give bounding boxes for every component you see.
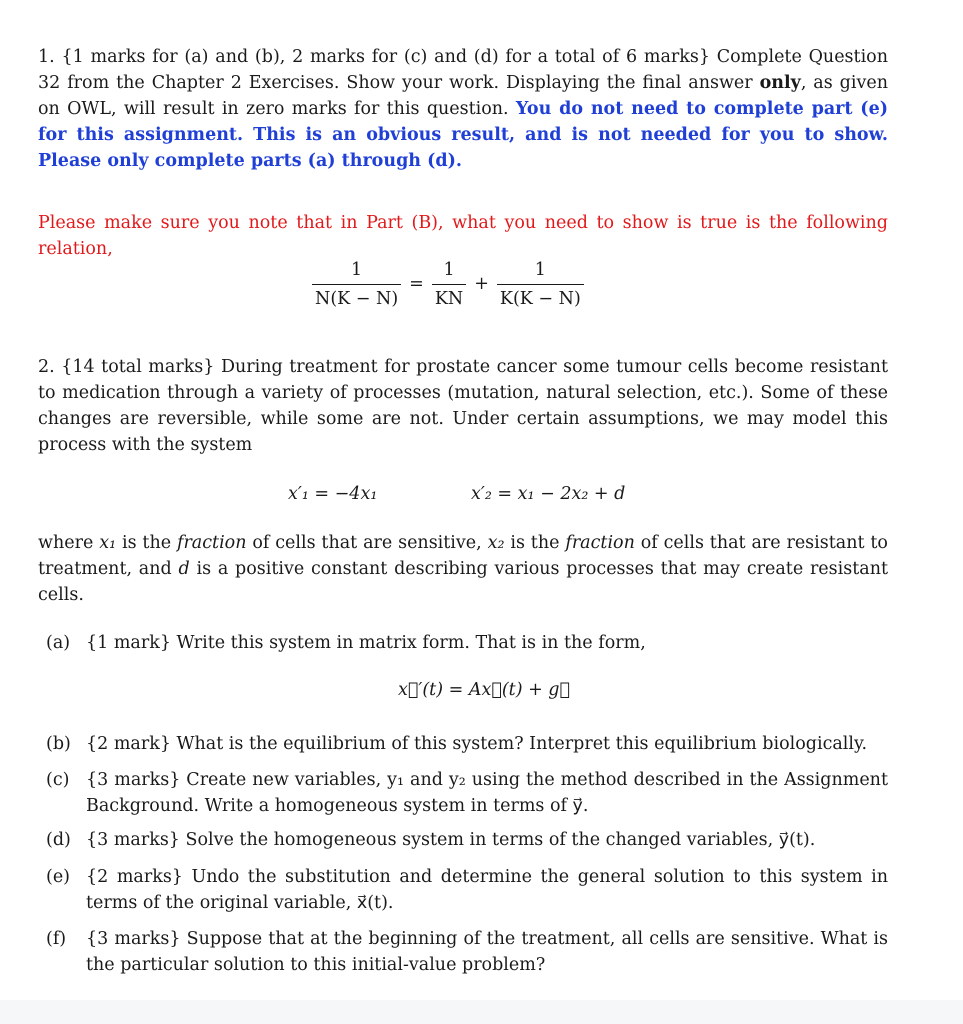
var-x2: x₂ (487, 533, 505, 553)
variable-definitions: where x₁ is the fraction of cells that are sensitive, x₂ is the fraction of cells that are resistant to treatment, and d is a positive constant describing various processes that may create resistant cells. (38, 533, 888, 605)
part-e-text: {2 marks} Undo the substitution and determine the general solution to this system in terms of the original variable, x⃗(t). (86, 867, 888, 913)
fraction-emphasis: fraction (176, 533, 247, 553)
fraction-term-1: $\frac{1}{KN}$ (432, 258, 466, 311)
part-d-text: {3 marks} Solve the homogeneous system in terms of the changed variables, y⃗(t). (86, 830, 816, 850)
var-x1: x₁ (99, 533, 117, 553)
equation-x2: x′₂ = x₁ − 2x₂ + d (471, 484, 626, 504)
question-1-number: 1. (38, 47, 55, 67)
part-c-text: {3 marks} Create new variables, y₁ and y₂ using the method described in the Assignment Background. Write a homogeneous system in terms of y⃗. (86, 770, 888, 816)
fraction-lhs: $\frac{1}{N(K - N)}$ (312, 258, 401, 311)
question-2 (38, 354, 888, 458)
part-f-label: (f) (46, 929, 67, 949)
part-b-label: (b) (46, 734, 71, 754)
question-1-text-after: , as given on OWL, will result in zero marks for this question. (38, 73, 888, 119)
part-c-label: (c) (46, 770, 70, 790)
question-1-blue-note: You do not need to complete part (e) for this assignment. This is an obvious result, and is not needed for you to show. Please only complete parts (a) through (d). (38, 99, 888, 171)
fraction-term-2: $\frac{1}{K(K - N)}$ (497, 258, 584, 311)
matrix-form-equation: x⃗′(t) = Ax⃗(t) + g⃗ (398, 680, 571, 700)
question-2-marks: {14 total marks} (61, 357, 215, 377)
question-1 (38, 44, 888, 174)
page-bottom-edge (0, 1000, 963, 1024)
part-a-label: (a) (46, 633, 71, 653)
fraction-relation (308, 258, 588, 311)
plus-sign: + (474, 274, 489, 294)
question-2-text: During treatment for prostate cancer some tumour cells become resistant to medication through a variety of processes (mutation, natural selection, etc.). Some of these changes are reversible, while some are not. Under certain assumptions, we may model this process with the system (38, 357, 888, 455)
part-f-text: {3 marks} Suppose that at the beginning of the treatment, all cells are sensitive. What is the particular solution to this initial-value problem? (86, 929, 888, 975)
part-d-label: (d) (46, 830, 71, 850)
question-1-only: only (759, 73, 801, 93)
equation-x1: x′₁ = −4x₁ (288, 484, 378, 504)
part-b-text: {2 mark} What is the equilibrium of this system? Interpret this equilibrium biologically. (86, 734, 868, 754)
question-1-marks: {1 marks for (a) and (b), 2 marks for (c) and (d) for a total of 6 marks} (61, 47, 710, 67)
part-a-text: {1 mark} Write this system in matrix form. That is in the form, (86, 633, 646, 653)
question-2-number: 2. (38, 357, 55, 377)
part-b-note: Please make sure you note that in Part (B), what you need to show is true is the following relation, (38, 213, 888, 259)
var-d: d (178, 559, 190, 579)
question-1-text: Complete Question 32 from the Chapter 2 Exercises. Show your work. Displaying the final answer (38, 47, 888, 93)
part-e-label: (e) (46, 867, 71, 887)
equals-sign: = (409, 274, 424, 294)
